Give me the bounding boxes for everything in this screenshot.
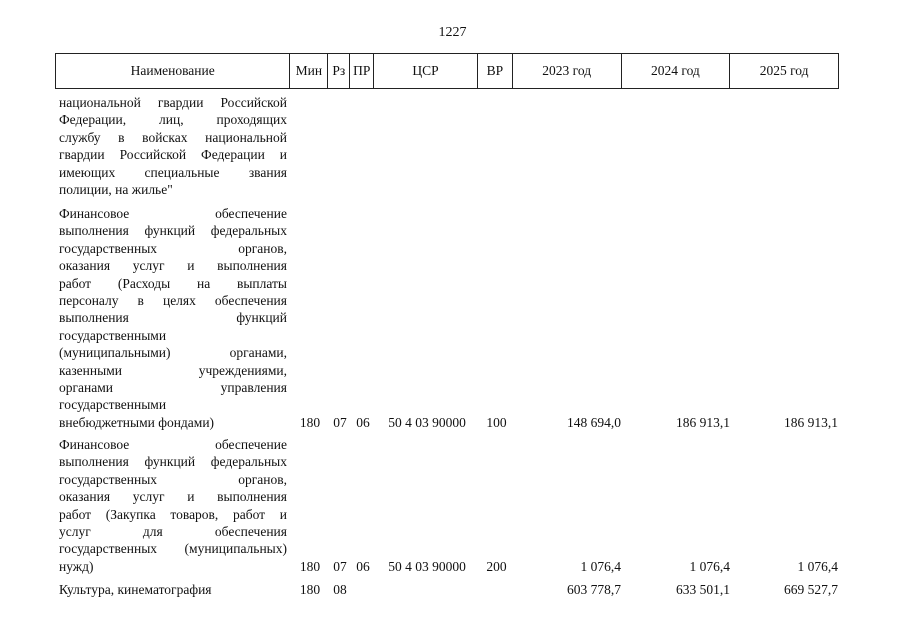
row-min: 180 <box>299 582 321 597</box>
table-row <box>55 205 845 431</box>
row-y2024: 186 913,1 <box>676 414 730 430</box>
row-y2023: 148 694,0 <box>567 414 621 430</box>
row-y2023: 1 076,4 <box>580 558 621 574</box>
row-min: 180 <box>299 414 321 430</box>
row-name <box>59 205 287 431</box>
row-y2023: 603 778,7 <box>567 582 621 597</box>
row-name-line: национальной гвардии Российской <box>59 95 287 110</box>
row-name-line: гвардии Российской Федерации и <box>59 147 287 163</box>
row-csr: 50 4 03 90000 <box>388 558 466 574</box>
header-pr: ПР <box>350 54 374 88</box>
row-rz: 08 <box>333 582 347 597</box>
table-row <box>55 436 845 575</box>
row-name-line: государственных (муниципальных) <box>59 541 287 557</box>
row-rz: 07 <box>333 414 347 430</box>
row-y2025: 186 913,1 <box>784 414 838 430</box>
row-min: 180 <box>299 558 321 574</box>
row-rz: 07 <box>333 558 347 574</box>
row-name-line: внебюджетными фондами) <box>59 414 215 430</box>
row-name-line: полиции, на жилье" <box>59 182 173 198</box>
row-y2025: 669 527,7 <box>784 582 838 597</box>
table-header <box>55 53 839 89</box>
row-name-line: государственных органов, <box>59 240 287 256</box>
row-vr: 100 <box>486 414 507 430</box>
header-vr: ВР <box>478 54 513 88</box>
table-row <box>55 94 845 198</box>
header-csr: ЦСР <box>374 54 478 88</box>
row-name-line: казенными учреждениями, <box>59 362 287 378</box>
row-name-line: государственных органов, <box>59 471 287 487</box>
row-name-line: Финансовое обеспечение <box>59 206 287 221</box>
table-row <box>55 581 845 598</box>
header-2024: 2024 год <box>622 54 731 88</box>
header-name: Наименование <box>56 54 290 88</box>
row-name-line: Финансовое обеспечение <box>59 437 287 452</box>
row-y2024: 1 076,4 <box>689 558 730 574</box>
row-name-line: государственными <box>59 327 167 343</box>
row-name-line: имеющих специальные звания <box>59 164 287 180</box>
row-name-line: оказания услуг и выполнения <box>59 258 287 274</box>
row-csr: 50 4 03 90000 <box>388 414 466 430</box>
row-name-line: выполнения функций <box>59 310 287 326</box>
header-2023: 2023 год <box>513 54 622 88</box>
header-2025: 2025 год <box>759 63 809 78</box>
row-name-line: Федерации, лиц, проходящих <box>59 112 287 128</box>
row-name <box>59 581 287 598</box>
row-name-line: выполнения функций федеральных <box>59 223 287 239</box>
row-pr: 06 <box>356 414 370 430</box>
row-name-line: Культура, кинематография <box>59 582 212 597</box>
row-name-line: выполнения функций федеральных <box>59 454 287 470</box>
row-name-line: работ (Закупка товаров, работ и <box>59 506 287 522</box>
row-name-line: услуг для обеспечения <box>59 524 287 540</box>
row-name-line: оказания услуг и выполнения <box>59 489 287 505</box>
row-vr: 200 <box>486 558 507 574</box>
row-name-line: органами управления <box>59 380 287 396</box>
row-name-line: государственными <box>59 397 167 413</box>
row-name <box>59 436 287 575</box>
row-name-line: службу в войсках национальной <box>59 129 287 145</box>
row-name-line: персоналу в целях обеспечения <box>59 293 287 309</box>
row-y2025: 1 076,4 <box>797 558 838 574</box>
page-number: 1227 <box>438 25 467 40</box>
row-y2024: 633 501,1 <box>676 582 730 597</box>
row-name-line: (муниципальными) органами, <box>59 345 287 361</box>
row-name <box>59 94 287 198</box>
header-min: Мин <box>290 54 328 88</box>
row-pr: 06 <box>356 558 370 574</box>
row-name-line: работ (Расходы на выплаты <box>59 275 287 291</box>
header-rz: Рз <box>328 54 350 88</box>
row-name-line: нужд) <box>59 558 94 574</box>
